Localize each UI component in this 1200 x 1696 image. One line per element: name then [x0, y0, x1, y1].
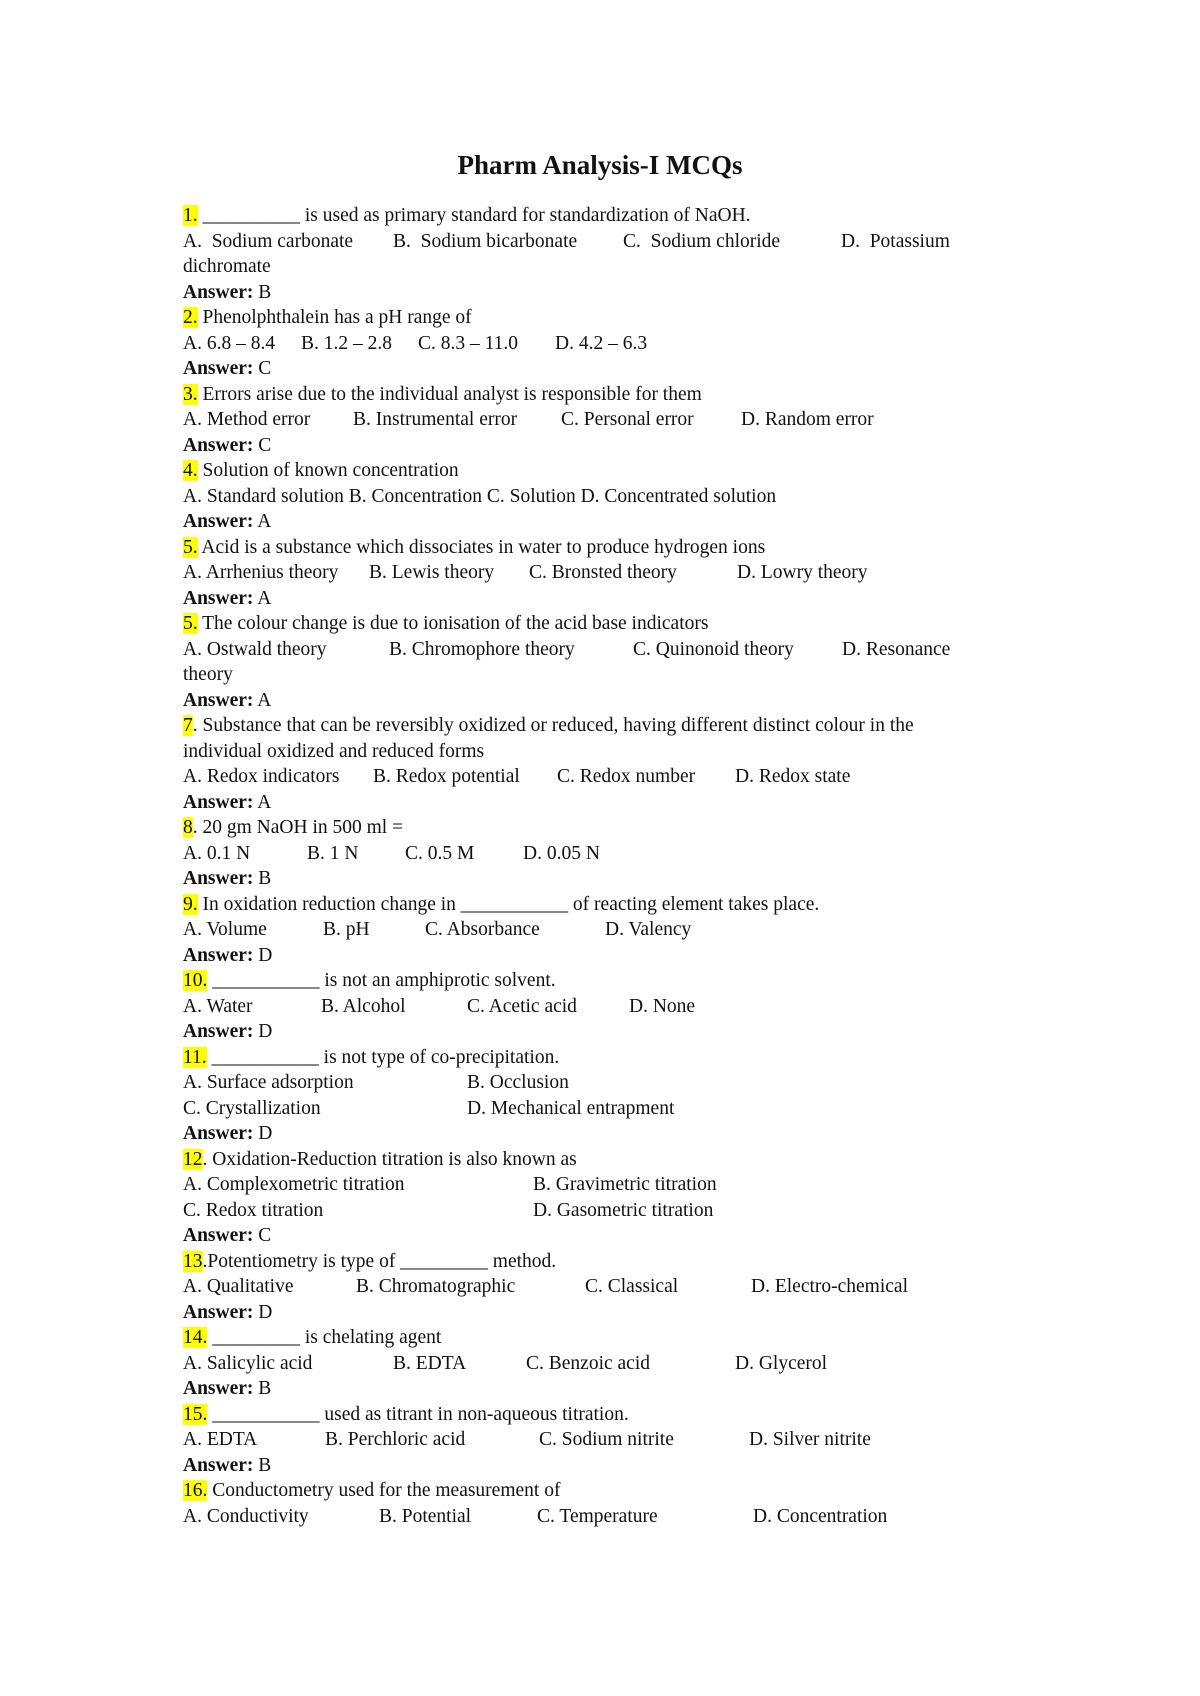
option: B. Occlusion — [467, 1072, 569, 1093]
option: C. 0.5 M — [405, 842, 475, 864]
answer-value: D — [258, 944, 273, 966]
answer-value: A — [257, 511, 272, 532]
question-text-line — [183, 1402, 1028, 1428]
question-number: 13 — [183, 1250, 203, 1272]
question-text-cont: individual oxidized and reduced forms — [183, 740, 485, 762]
answer-label: Answer: — [183, 281, 254, 303]
question-text-line — [183, 892, 1028, 918]
option: A. Sodium carbonate — [183, 230, 354, 252]
option: D. Lowry theory — [737, 562, 868, 583]
answer-value: C — [258, 358, 272, 379]
options-row — [183, 407, 1028, 433]
option: A. Ostwald theory — [183, 638, 327, 660]
question-item — [183, 892, 1028, 969]
option-cont: dichromate — [183, 256, 271, 277]
question-text-line — [183, 1249, 1028, 1275]
option: C. Sodium nitrite — [539, 1429, 674, 1450]
answer-line — [183, 586, 1028, 612]
option: D. Silver nitrite — [749, 1429, 871, 1450]
question-text: The colour change is due to ionisation of the acid base indicators — [197, 613, 709, 634]
answer-label: Answer: — [183, 1301, 254, 1323]
question-text: __________ is used as primary standard for standardization of NaOH. — [197, 205, 751, 226]
question-number: 11. — [183, 1046, 207, 1068]
option: C. Personal error — [561, 409, 694, 430]
answer-value: A — [257, 689, 272, 711]
question-text-line — [183, 815, 1028, 841]
answer-line — [183, 1019, 1028, 1045]
options-row — [183, 841, 1028, 867]
option: A. Arrhenius theory — [183, 562, 339, 583]
option: D. 0.05 N — [523, 842, 600, 864]
option: A. Salicylic acid — [183, 1352, 313, 1374]
answer-value: B — [258, 1454, 272, 1476]
option: A. EDTA — [183, 1429, 258, 1450]
answer-value: D — [258, 1021, 273, 1042]
option: C. Crystallization — [183, 1097, 321, 1119]
question-item — [183, 203, 1028, 305]
question-text-line — [183, 1045, 1028, 1071]
question-text-line — [183, 305, 1028, 331]
answer-line — [183, 688, 1028, 714]
question-item — [183, 382, 1028, 459]
question-number: 9. — [183, 893, 198, 915]
option: B. Alcohol — [321, 995, 406, 1017]
option: B. Sodium bicarbonate — [393, 230, 578, 252]
option: A. 6.8 – 8.4 — [183, 332, 276, 354]
question-text: . Oxidation-Reduction titration is also known as — [202, 1148, 577, 1170]
question-text-line — [183, 1478, 1028, 1504]
option: D. Mechanical entrapment — [467, 1097, 675, 1119]
option: A. Method error — [183, 409, 311, 430]
question-text: Acid is a substance which dissociates in water to produce hydrogen ions — [197, 536, 766, 558]
option: A. Volume — [183, 919, 267, 940]
question-text: Errors arise due to the individual analyst is responsible for them — [197, 383, 702, 405]
question-text-line — [183, 203, 1028, 229]
question-text-line — [183, 458, 1028, 484]
answer-line — [183, 356, 1028, 382]
option: C. Acetic acid — [467, 995, 577, 1017]
question-text: ___________ used as titrant in non-aqueous titration. — [207, 1403, 629, 1425]
answer-label: Answer: — [183, 868, 254, 889]
answer-label: Answer: — [183, 1454, 254, 1476]
options-row — [183, 1198, 1028, 1224]
option: A. Redox indicators — [183, 766, 340, 787]
option: C. 8.3 – 11.0 — [418, 332, 519, 354]
answer-line — [183, 943, 1028, 969]
question-number: 10. — [183, 970, 208, 991]
answer-label: Answer: — [183, 1378, 254, 1399]
question-text: Phenolphthalein has a pH range of — [197, 307, 472, 328]
option: D. Resonance — [842, 638, 951, 660]
option: B. Perchloric acid — [325, 1429, 466, 1450]
question-item — [183, 611, 1028, 713]
option: B. EDTA — [393, 1352, 467, 1374]
answer-label: Answer: — [183, 791, 254, 813]
question-number: 2. — [183, 307, 198, 328]
answer-label: Answer: — [183, 358, 254, 379]
question-number: 15. — [183, 1403, 208, 1425]
question-text-line — [183, 611, 1028, 637]
option: D. None — [629, 995, 696, 1017]
option: B. Lewis theory — [369, 562, 495, 583]
option: B. Gravimetric titration — [533, 1174, 717, 1195]
options-row — [183, 764, 1028, 790]
options-row — [183, 637, 1028, 663]
question-text-line — [183, 968, 1028, 994]
option-cont: theory — [183, 664, 233, 685]
answer-line — [183, 1453, 1028, 1479]
answer-value: C — [258, 434, 272, 456]
options-row — [183, 1351, 1028, 1377]
answer-value: B — [258, 1378, 272, 1399]
question-text-line — [183, 1325, 1028, 1351]
options-row — [183, 917, 1028, 943]
option: C. Bronsted theory — [529, 562, 677, 583]
question-text-line — [183, 382, 1028, 408]
option: B. Chromophore theory — [389, 638, 575, 660]
option: D. Glycerol — [735, 1352, 828, 1374]
option: C. Quinonoid theory — [633, 638, 794, 660]
question-number: 14. — [183, 1327, 208, 1348]
answer-line — [183, 280, 1028, 306]
question-number: 8 — [183, 817, 193, 838]
question-text: . Substance that can be reversibly oxidized or reduced, having different distinct colour in the — [192, 715, 914, 736]
option: C. Temperature — [537, 1505, 658, 1527]
option: B. 1.2 – 2.8 — [301, 332, 393, 354]
answer-value: C — [258, 1225, 272, 1246]
question-item — [183, 1147, 1028, 1249]
question-item — [183, 1249, 1028, 1326]
options-row — [183, 1070, 1028, 1096]
option: A. Qualitative — [183, 1276, 294, 1297]
answer-value: D — [258, 1123, 273, 1144]
options-line: A. Standard solution B. Concentration C. Solution D. Concentrated solution — [183, 485, 777, 507]
question-item — [183, 305, 1028, 382]
option: B. Redox potential — [373, 766, 520, 787]
question-number: 5. — [183, 613, 198, 634]
answer-label: Answer: — [183, 511, 254, 532]
answer-value: D — [258, 1301, 273, 1323]
question-item — [183, 1478, 1028, 1529]
option: A. Water — [183, 995, 253, 1017]
option: D. Random error — [741, 409, 874, 430]
answer-value: B — [258, 868, 272, 889]
option: C. Redox number — [557, 766, 696, 787]
options-row — [183, 994, 1028, 1020]
option: C. Redox titration — [183, 1199, 324, 1221]
answer-value: A — [257, 587, 272, 609]
options-row — [183, 331, 1028, 357]
answer-line — [183, 433, 1028, 459]
option: D. Electro-chemical — [751, 1276, 908, 1297]
question-text: . 20 gm NaOH in 500 ml = — [192, 817, 404, 838]
option: D. Concentration — [753, 1505, 888, 1527]
option: C. Benzoic acid — [526, 1352, 650, 1374]
answer-line — [183, 1376, 1028, 1402]
question-item — [183, 458, 1028, 535]
answer-line — [183, 1121, 1028, 1147]
page-title: Pharm Analysis-I MCQs — [457, 150, 743, 180]
answer-label: Answer: — [183, 1225, 254, 1246]
option: A. Complexometric titration — [183, 1174, 405, 1195]
question-list — [183, 203, 1028, 1529]
question-text: Conductometry used for the measurement of — [207, 1480, 561, 1501]
option: A. 0.1 N — [183, 842, 251, 864]
question-text: In oxidation reduction change in ___________ of reacting element takes place. — [197, 893, 820, 915]
option: B. 1 N — [307, 842, 359, 864]
option: B. Potential — [379, 1505, 472, 1527]
options-row — [183, 560, 1028, 586]
options-row — [183, 1427, 1028, 1453]
question-number: 12 — [183, 1148, 203, 1170]
answer-line — [183, 1300, 1028, 1326]
answer-line — [183, 509, 1028, 535]
option: C. Absorbance — [425, 919, 540, 940]
answer-value: B — [258, 281, 272, 303]
option: D. 4.2 – 6.3 — [555, 332, 648, 354]
question-number: 16. — [183, 1480, 208, 1501]
question-number: 5. — [183, 536, 198, 558]
answer-value: A — [257, 791, 272, 813]
question-number: 7 — [183, 715, 193, 736]
question-item — [183, 968, 1028, 1045]
option: C. Classical — [585, 1276, 679, 1297]
option: D. Redox state — [735, 766, 851, 787]
question-number: 4. — [183, 460, 198, 481]
answer-label: Answer: — [183, 1123, 254, 1144]
question-number: 3. — [183, 383, 198, 405]
question-number: 1. — [183, 205, 198, 226]
options-row — [183, 1274, 1028, 1300]
options-row — [183, 1172, 1028, 1198]
question-text-line — [183, 535, 1028, 561]
question-text-line — [183, 1147, 1028, 1173]
question-item — [183, 535, 1028, 612]
option: B. Instrumental error — [353, 409, 518, 430]
option: A. Conductivity — [183, 1505, 309, 1527]
option: D. Gasometric titration — [533, 1199, 714, 1221]
answer-label: Answer: — [183, 944, 254, 966]
option: C. Sodium chloride — [623, 230, 781, 252]
question-item — [183, 1325, 1028, 1402]
options-row — [183, 229, 1028, 255]
question-text: .Potentiometry is type of _________ method. — [202, 1250, 557, 1272]
question-text: _________ is chelating agent — [207, 1327, 442, 1348]
answer-label: Answer: — [183, 434, 254, 456]
question-item — [183, 713, 1028, 815]
answer-line — [183, 1223, 1028, 1249]
option: A. Surface adsorption — [183, 1072, 354, 1093]
question-text: ___________ is not type of co-precipitation. — [206, 1046, 560, 1068]
answer-line — [183, 866, 1028, 892]
question-text: Solution of known concentration — [197, 460, 459, 481]
question-text-line — [183, 713, 1028, 739]
option: D. Potassium — [841, 230, 950, 252]
answer-label: Answer: — [183, 1021, 254, 1042]
answer-label: Answer: — [183, 689, 254, 711]
option: D. Valency — [605, 919, 692, 940]
option: B. Chromatographic — [356, 1276, 516, 1297]
question-item — [183, 1045, 1028, 1147]
answer-line — [183, 790, 1028, 816]
option: B. pH — [323, 919, 370, 940]
question-text: ___________ is not an amphiprotic solvent. — [207, 970, 556, 991]
options-row — [183, 1096, 1028, 1122]
question-item — [183, 815, 1028, 892]
question-item — [183, 1402, 1028, 1479]
options-row — [183, 1504, 1028, 1530]
answer-label: Answer: — [183, 587, 254, 609]
